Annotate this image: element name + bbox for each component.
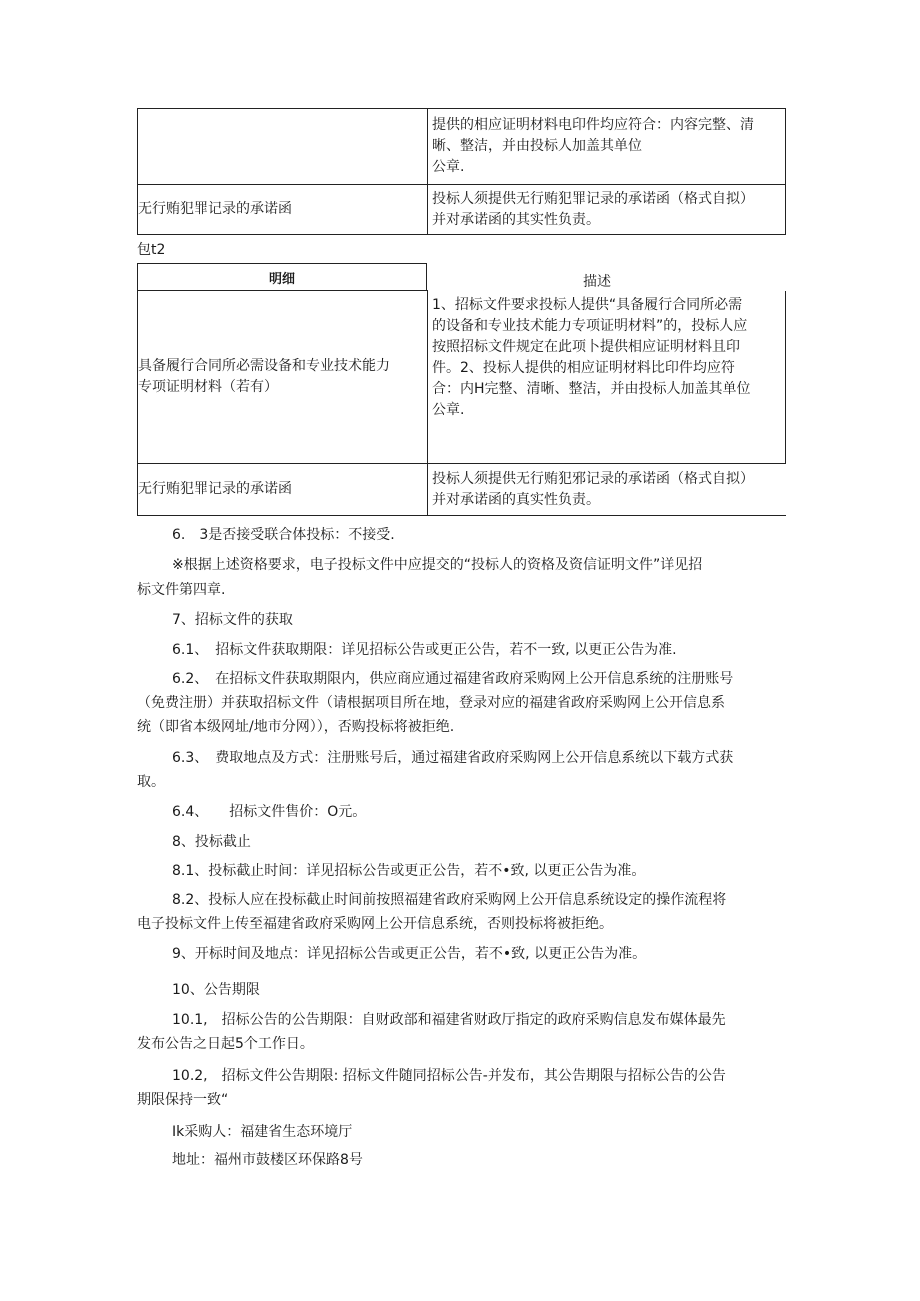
- table-row: [138, 109, 786, 185]
- obtain-location-line1: 6.3、 费取地点及方式：注册账号后，通过福建省政府采购网上公开信息系统以下载方式获: [172, 750, 734, 766]
- table-cell-right: [428, 464, 786, 516]
- package2-table: [137, 290, 786, 516]
- section-heading-notice-period: 10、公告期限: [172, 982, 260, 998]
- notice-period-line1: 10.1, 招标公告的公告期限：自财政部和福建省财政厅指定的政府采购信息发布媒体最先: [172, 1012, 726, 1028]
- table-cell-right: [428, 185, 786, 235]
- qualification-note-line2: 标文件第四章.: [137, 582, 226, 598]
- table-row: [138, 464, 786, 516]
- obtain-method-line1: 6.2、 在招标文件获取期限内，供应商应通过福建省政府采购网上公开信息系统的注册账号: [172, 671, 734, 687]
- deadline-time-paragraph: 8.1、投标截止时间：详见招标公告或更正公告，若不•致, 以更正公告为准。: [172, 863, 646, 879]
- qualification-table-continued: [137, 108, 786, 235]
- purchaser-paragraph: Ik采购人：福建省生态环境厅: [172, 1124, 353, 1140]
- document-price-paragraph: 6.4、 招标文件售价：O元。: [172, 804, 367, 820]
- package-label: 包t2: [137, 242, 166, 258]
- cell-line: 合：内H完整、清晰、整洁，并由投标人加盖其单位: [432, 380, 751, 397]
- table-cell-left: 无行贿犯罪记录的承诺函: [138, 464, 428, 516]
- joint-bid-paragraph: 6. 3是否接受联合体投标：不接受.: [172, 527, 395, 543]
- table-header-description: 描述: [583, 274, 611, 290]
- cell-line: 按照招标文件规定在此项卜提供相应证明材料且印: [432, 338, 740, 355]
- cell-line: 公章.: [432, 159, 465, 175]
- obtain-location-line2: 取。: [137, 774, 165, 790]
- cell-line: 并对承诺函的其实性负责。: [432, 211, 600, 228]
- table-cell-right: [428, 291, 786, 464]
- qualification-note-line1: ※根据上述资格要求，电子投标文件中应提交的“投标人的资格及资信证明文件”详见招: [172, 557, 703, 573]
- table-header-detail: 明细: [137, 263, 427, 291]
- upload-procedure-line1: 8.2、投标人应在投标截止时间前按照福建省政府采购网上公开信息系统设定的操作流程将: [172, 892, 727, 908]
- cell-line: 的设备和专业技术能力专项证明材料”的，投标人应: [432, 317, 748, 334]
- cell-line: 公章.: [432, 401, 465, 418]
- obtain-method-line2: （免费注册）并获取招标文件（请根据项目所在地，登录对应的福建省政府采购网上公开信息系: [137, 695, 725, 711]
- section-heading-deadline: 8、投标截止: [172, 834, 251, 850]
- obtain-period-paragraph: 6.1、 招标文件获取期限：详见招标公告或更正公告，若不一致, 以更正公告为准.: [172, 642, 677, 658]
- document-notice-line1: 10.2, 招标文件公告期限: 招标文件随同招标公告-并发布，其公告期限与招标公告的公告: [172, 1068, 726, 1084]
- cell-line: 投标人须提供无行贿犯邪记录的承诺函（格式自拟）: [432, 470, 754, 487]
- cell-line: 提供的相应证明材料电印件均应符合：内容完整、清: [432, 117, 754, 133]
- address-paragraph: 地址：福州市鼓楼区环保路8号: [172, 1152, 363, 1168]
- table-row: [138, 291, 786, 464]
- section-heading-obtain: 7、招标文件的获取: [172, 612, 293, 628]
- cell-line: 件。2、投标人提供的相应证明材料比印件均应符: [432, 359, 735, 376]
- cell-line: 1、招标文件要求投标人提供“具备履行合同所必需: [432, 296, 743, 313]
- table-row: [138, 185, 786, 235]
- cell-line: 具备履行合同所必需设备和专业技术能力: [138, 358, 390, 374]
- cell-line: 并对承诺函的真实性负责。: [432, 491, 600, 508]
- table-cell-left: [138, 109, 428, 185]
- upload-procedure-line2: 电子投标文件上传至福建省政府采购网上公开信息系统，否则投标将被拒绝。: [137, 916, 613, 932]
- obtain-method-line3: 统（即省本级网址/地市分网）），否购投标将被拒绝.: [137, 719, 455, 735]
- opening-time-paragraph: 9、开标时间及地点：详见招标公告或更正公告，若不•致, 以更正公告为准。: [172, 946, 647, 962]
- cell-line: 晰、整洁，并由投标人加盖其单位: [432, 138, 642, 154]
- table-cell-left: [138, 291, 428, 464]
- table-cell-right: [428, 109, 786, 185]
- cell-line: 投标人须提供无行贿犯罪记录的承诺函（格式自拟）: [432, 190, 754, 207]
- notice-period-line2: 发布公告之日起5个工作日。: [137, 1036, 314, 1052]
- document-notice-line2: 期限保持一致“: [137, 1092, 229, 1108]
- cell-line: 专项证明材料（若有）: [138, 379, 278, 395]
- table-cell-left: 无行贿犯罪记录的承诺函: [138, 185, 428, 235]
